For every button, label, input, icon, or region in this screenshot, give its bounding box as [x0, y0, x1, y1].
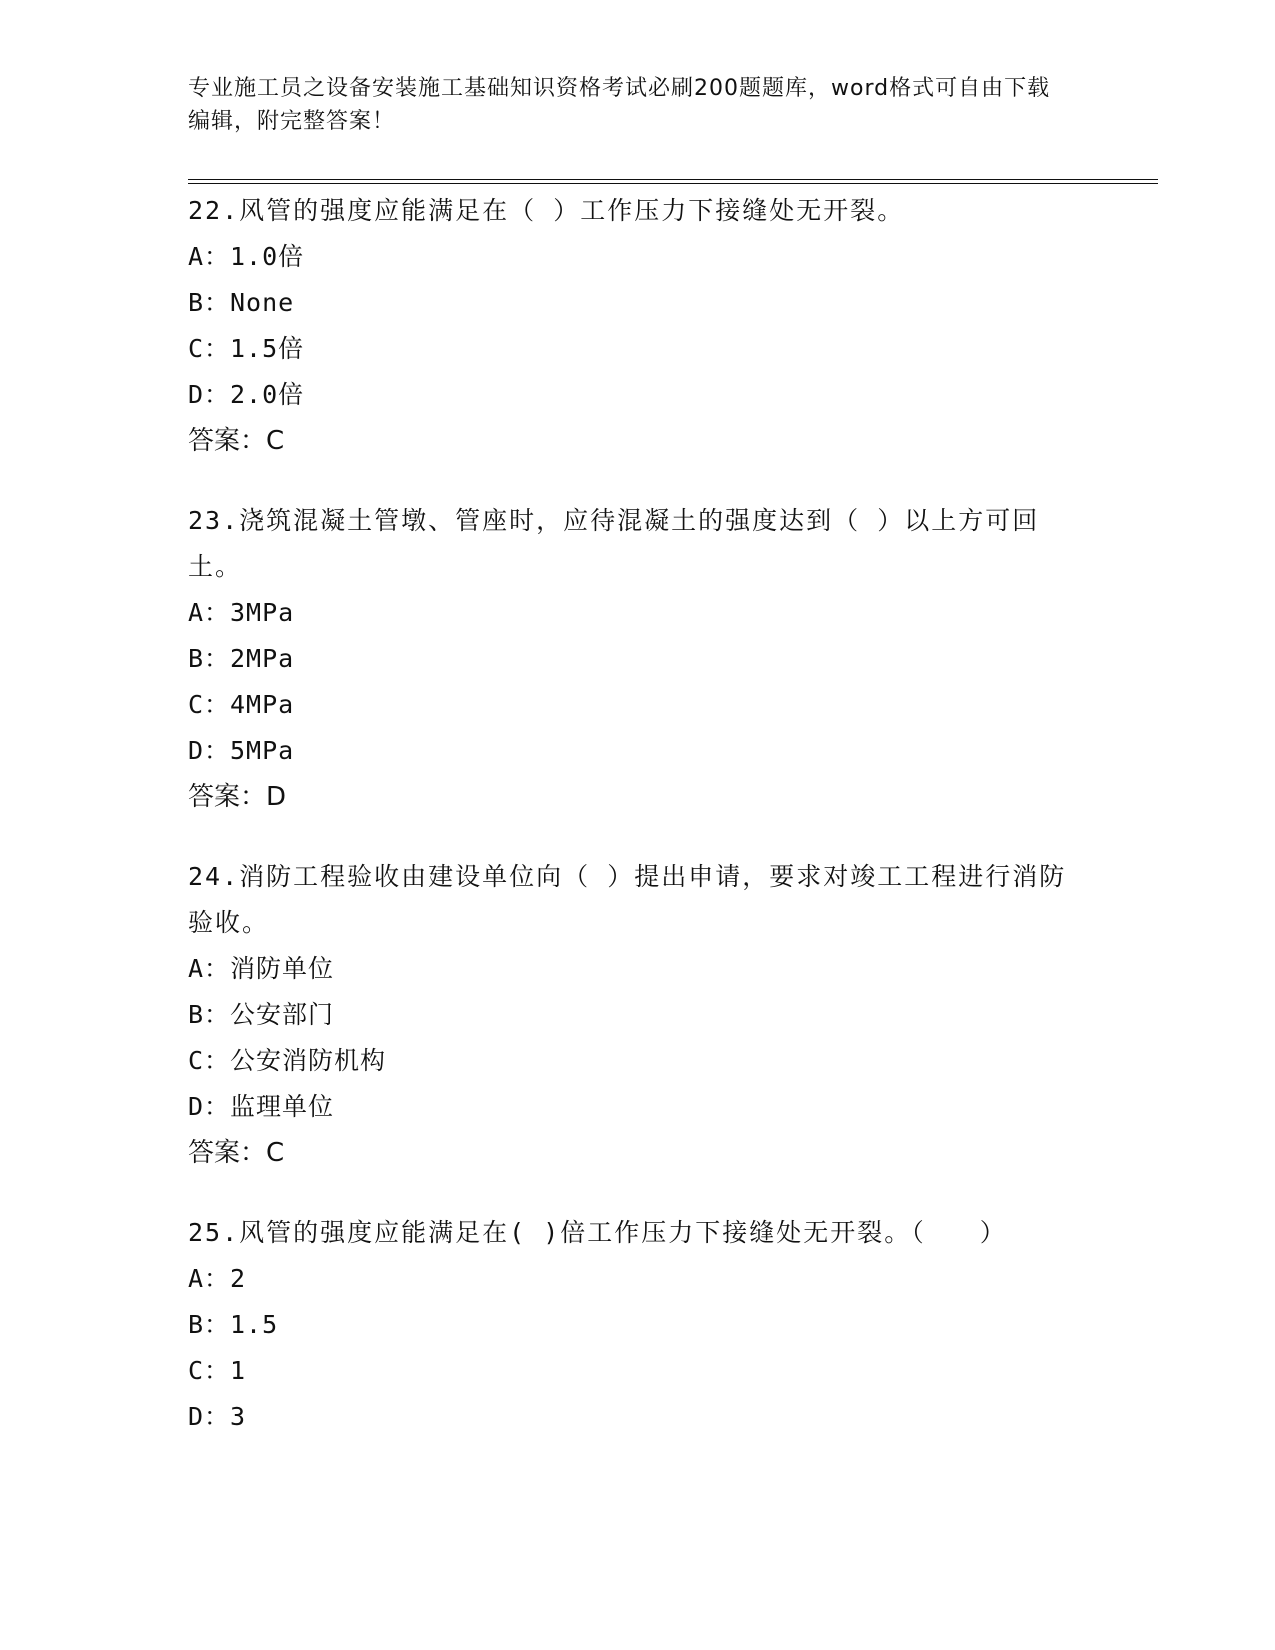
option-label: C：: [188, 334, 231, 363]
option-text: 1.5: [230, 1310, 279, 1339]
option-label: B：: [188, 288, 231, 317]
option-text: 1.5倍: [230, 334, 305, 363]
option-text: 消防单位: [230, 954, 335, 983]
option-text: 公安消防机构: [230, 1046, 387, 1075]
option-text: 2: [230, 1264, 247, 1293]
option-text: None: [230, 288, 295, 317]
option-label: A：: [188, 954, 231, 983]
answer-line: 答案：C: [188, 426, 285, 456]
option-text: 5MPa: [230, 736, 295, 765]
option-label: A：: [188, 242, 231, 271]
option-a: [188, 590, 1088, 636]
option-a: [188, 1256, 1088, 1302]
title-divider-top: [188, 179, 1158, 180]
question-25: [188, 1210, 1088, 1440]
question-stem: 23.浇筑混凝土管墩、管座时，应待混凝土的强度达到（ ）以上方可回土。: [188, 506, 1040, 581]
answer-line: 答案：C: [188, 1138, 285, 1168]
option-text: 1.0倍: [230, 242, 305, 271]
option-label: A：: [188, 598, 231, 627]
option-text: 4MPa: [230, 690, 295, 719]
title-divider-bottom: [188, 183, 1158, 184]
question-list: [188, 188, 1088, 1474]
answer-line: 答案：D: [188, 782, 287, 812]
option-text: 2MPa: [230, 644, 295, 673]
question-stem: 25.风管的强度应能满足在( )倍工作压力下接缝处无开裂。（ ）: [188, 1218, 1007, 1247]
option-label: B：: [188, 1310, 231, 1339]
option-text: 监理单位: [230, 1092, 335, 1121]
option-label: C：: [188, 1046, 231, 1075]
option-label: D：: [188, 1092, 231, 1121]
option-label: D：: [188, 736, 231, 765]
option-a: [188, 234, 1088, 280]
option-text: 1: [230, 1356, 247, 1385]
question-22: [188, 188, 1088, 464]
option-c: [188, 682, 1088, 728]
question-stem: 22.风管的强度应能满足在（ ）工作压力下接缝处无开裂。: [188, 196, 905, 225]
option-label: B：: [188, 1000, 231, 1029]
option-b: [188, 280, 1088, 326]
option-b: [188, 636, 1088, 682]
question-stem: 24.消防工程验收由建设单位向（ ）提出申请，要求对竣工工程进行消防验收。: [188, 862, 1067, 937]
option-d: [188, 1394, 1088, 1440]
option-label: C：: [188, 1356, 231, 1385]
option-text: 2.0倍: [230, 380, 305, 409]
option-label: C：: [188, 690, 231, 719]
option-c: [188, 1348, 1088, 1394]
option-d: [188, 372, 1088, 418]
option-label: B：: [188, 644, 231, 673]
option-b: [188, 1302, 1088, 1348]
option-text: 公安部门: [230, 1000, 335, 1029]
option-label: A：: [188, 1264, 231, 1293]
document-title: 专业施工员之设备安装施工基础知识资格考试必刷200题题库，word格式可自由下载编辑，附完整答案！: [188, 76, 1051, 134]
option-c: [188, 326, 1088, 372]
option-a: [188, 946, 1088, 992]
option-label: D：: [188, 380, 231, 409]
question-23: [188, 498, 1088, 820]
option-text: 3: [230, 1402, 247, 1431]
option-c: [188, 1038, 1088, 1084]
option-b: [188, 992, 1088, 1038]
option-d: [188, 728, 1088, 774]
question-24: [188, 854, 1088, 1176]
option-text: 3MPa: [230, 598, 295, 627]
option-label: D：: [188, 1402, 231, 1431]
option-d: [188, 1084, 1088, 1130]
